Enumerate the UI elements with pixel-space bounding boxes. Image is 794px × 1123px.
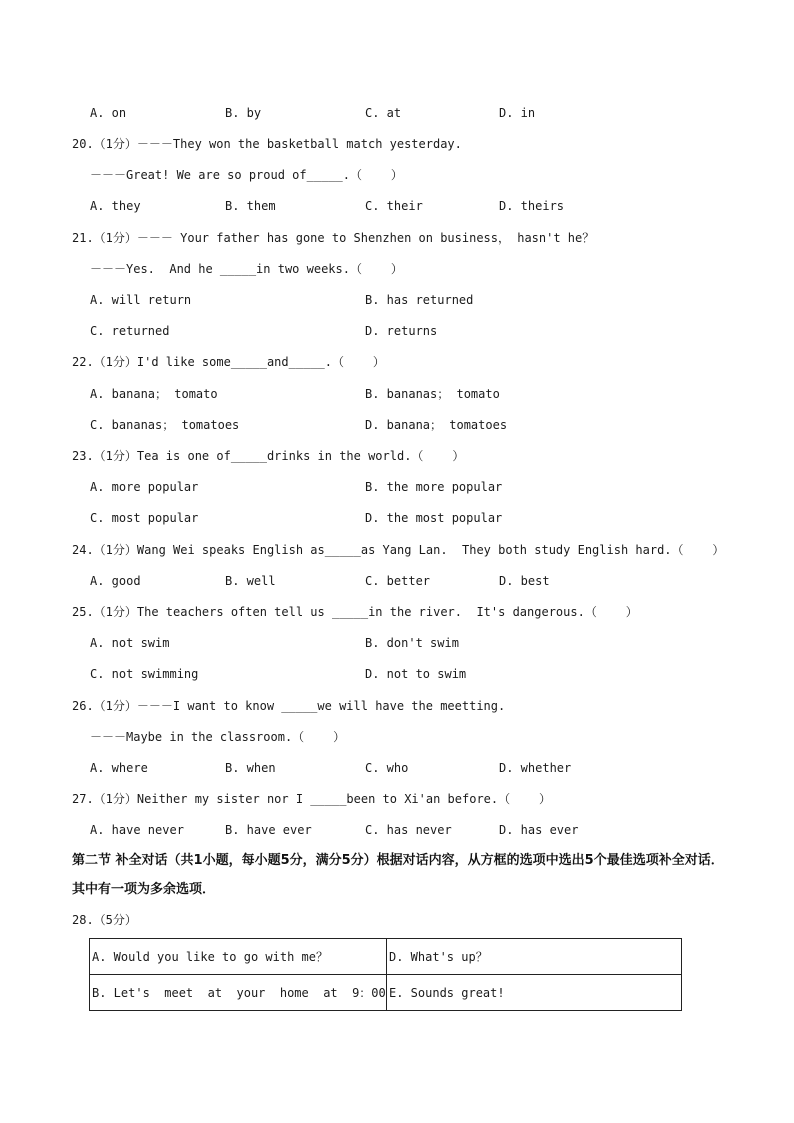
- q26-sub: －－－Maybe in the classroom.（ ）: [90, 730, 346, 744]
- q21-option-b: B. has returned: [365, 293, 474, 307]
- q21-stem: 21.（1分）－－－ Your father has gone to Shenzhen on business， hasn't he？: [72, 231, 595, 245]
- q26-option-d: D. whether: [499, 761, 572, 775]
- q28-option-e: E. Sounds great!: [387, 975, 682, 1011]
- q22-option-b: B. bananas； tomato: [365, 387, 500, 401]
- q24-option-b: B. well: [225, 574, 276, 588]
- q28-options-table: [89, 938, 682, 1011]
- q22-option-c: C. bananas； tomatoes: [90, 418, 240, 432]
- q19-option-c: C. at: [365, 106, 402, 120]
- q26-option-c: C. who: [365, 761, 409, 775]
- q28-option-a: A. Would you like to go with me？: [90, 939, 387, 975]
- q19-option-b: B. by: [225, 106, 262, 120]
- table-row: [90, 975, 682, 1011]
- q20-sub: －－－Great! We are so proud of_____.（ ）: [90, 168, 403, 182]
- q27-stem: 27.（1分）Neither my sister nor I _____been to Xi'an before.（ ）: [72, 792, 552, 806]
- q24-option-a: A. good: [90, 574, 141, 588]
- q20-stem: 20.（1分）－－－They won the basketball match yesterday.: [72, 137, 462, 151]
- q25-stem: 25.（1分）The teachers often tell us _____in the river. It's dangerous.（ ）: [72, 605, 638, 619]
- table-row: [90, 939, 682, 975]
- q24-option-c: C. better: [365, 574, 431, 588]
- q28-stem: 28.（5分）: [72, 913, 137, 927]
- q20-option-b: B. them: [225, 199, 276, 213]
- q28-option-b: B. Let's meet at your home at 9：00: [90, 975, 387, 1011]
- q28-option-d: D. What's up？: [387, 939, 682, 975]
- q21-sub: －－－Yes. And he _____in two weeks.（ ）: [90, 262, 403, 276]
- q21-option-c: C. returned: [90, 324, 170, 338]
- q23-option-d: D. the most popular: [365, 511, 503, 525]
- q23-option-b: B. the more popular: [365, 480, 503, 494]
- q27-option-b: B. have ever: [225, 823, 312, 837]
- q25-option-d: D. not to swim: [365, 667, 467, 681]
- q22-option-a: A. banana； tomato: [90, 387, 218, 401]
- q19-option-a: A. on: [90, 106, 127, 120]
- q24-option-d: D. best: [499, 574, 550, 588]
- q23-stem: 23.（1分）Tea is one of_____drinks in the world.（ ）: [72, 449, 465, 463]
- q27-option-d: D. has ever: [499, 823, 579, 837]
- q22-option-d: D. banana； tomatoes: [365, 418, 508, 432]
- q25-option-b: B. don't swim: [365, 636, 459, 650]
- q21-option-d: D. returns: [365, 324, 438, 338]
- q20-option-c: C. their: [365, 199, 423, 213]
- q19-option-d: D. in: [499, 106, 536, 120]
- q22-stem: 22.（1分）I'd like some_____and_____.（ ）: [72, 355, 385, 369]
- q27-option-c: C. has never: [365, 823, 452, 837]
- section2-heading: 第二节 补全对话（共1小题，每小题5分，满分5分）根据对话内容，从方框的选项中选出5个最佳选项补全对话．其中有一项为多余选项．: [72, 853, 724, 897]
- q27-option-a: A. have never: [90, 823, 184, 837]
- q23-option-a: A. more popular: [90, 480, 199, 494]
- q21-option-a: A. will return: [90, 293, 192, 307]
- q23-option-c: C. most popular: [90, 511, 199, 525]
- q20-option-a: A. they: [90, 199, 141, 213]
- q24-stem: 24.（1分）Wang Wei speaks English as_____as Yang Lan. They both study English hard.（ ）: [72, 543, 725, 557]
- q25-option-a: A. not swim: [90, 636, 170, 650]
- q26-option-b: B. when: [225, 761, 276, 775]
- q26-option-a: A. where: [90, 761, 148, 775]
- q26-stem: 26.（1分）－－－I want to know _____we will have the meetting.: [72, 699, 506, 713]
- q25-option-c: C. not swimming: [90, 667, 199, 681]
- q20-option-d: D. theirs: [499, 199, 565, 213]
